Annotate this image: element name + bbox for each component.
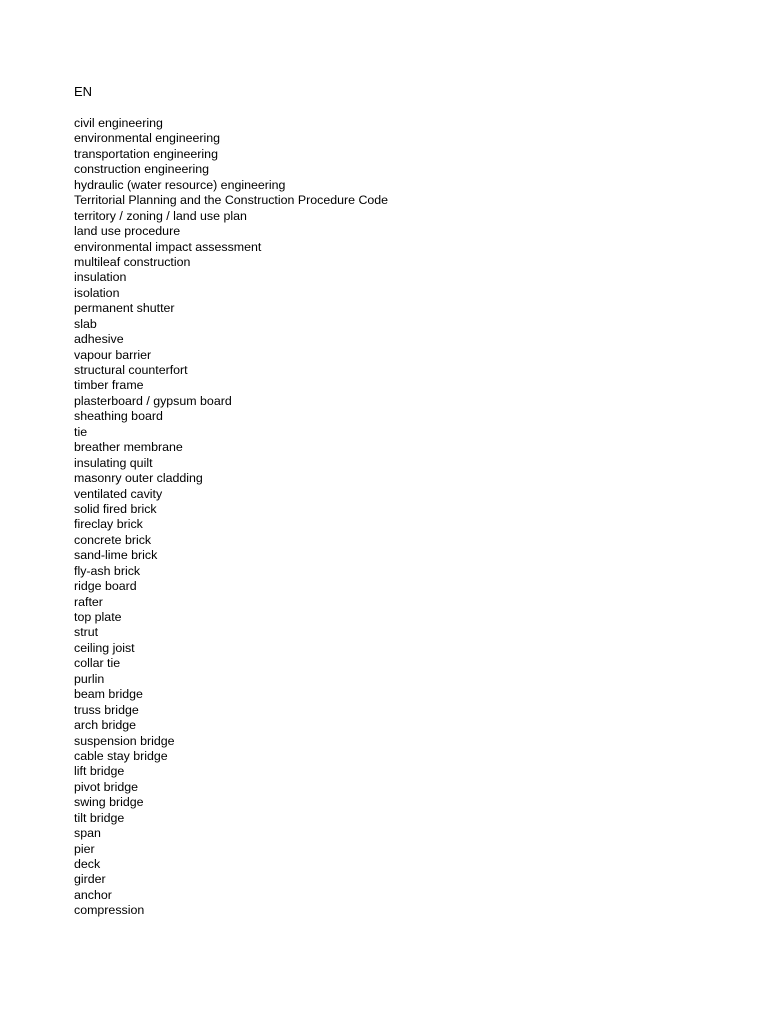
term-item: timber frame bbox=[74, 378, 144, 393]
term-item: fly-ash brick bbox=[74, 563, 141, 578]
term-item: vapour barrier bbox=[74, 347, 152, 362]
term-item: ceiling joist bbox=[74, 640, 135, 655]
term-item: collar tie bbox=[74, 656, 121, 671]
term-item: hydraulic (water resource) engineering bbox=[74, 177, 286, 192]
term-item: cable stay bridge bbox=[74, 748, 168, 763]
language-heading: EN bbox=[74, 84, 93, 99]
term-item: beam bridge bbox=[74, 687, 143, 702]
term-item: adhesive bbox=[74, 332, 124, 347]
term-item: masonry outer cladding bbox=[74, 471, 203, 486]
term-item: deck bbox=[74, 857, 101, 871]
term-item: permanent shutter bbox=[74, 301, 175, 316]
term-item: plasterboard / gypsum board bbox=[74, 393, 232, 408]
term-item: land use procedure bbox=[74, 224, 181, 239]
term-item: ventilated cavity bbox=[74, 486, 163, 501]
term-item: fireclay brick bbox=[74, 517, 143, 532]
term-item: arch bridge bbox=[74, 718, 136, 733]
term-item: top plate bbox=[74, 610, 122, 624]
term-item: suspension bridge bbox=[74, 733, 175, 748]
term-item: transportation engineering bbox=[74, 146, 218, 161]
term-item: pivot bridge bbox=[74, 779, 139, 794]
term-item: truss bridge bbox=[74, 702, 139, 717]
term-item: swing bridge bbox=[74, 795, 144, 810]
term-item: rafter bbox=[74, 594, 103, 609]
term-item: territory / zoning / land use plan bbox=[74, 208, 247, 223]
term-item: construction engineering bbox=[74, 162, 210, 177]
term-item: solid fired brick bbox=[74, 501, 157, 516]
term-item: girder bbox=[74, 872, 106, 887]
term-item: strut bbox=[74, 625, 99, 640]
term-item: insulation bbox=[74, 270, 127, 285]
term-item: tilt bridge bbox=[74, 810, 125, 825]
term-item: insulating quilt bbox=[74, 455, 153, 470]
term-item: tie bbox=[74, 424, 88, 439]
term-item: multileaf construction bbox=[74, 254, 191, 269]
term-item: concrete brick bbox=[74, 532, 152, 547]
term-item: sheathing board bbox=[74, 409, 163, 424]
term-item: span bbox=[74, 826, 101, 841]
term-item: environmental engineering bbox=[74, 131, 221, 146]
term-item: isolation bbox=[74, 285, 120, 300]
term-item: slab bbox=[74, 316, 97, 331]
term-item: ridge board bbox=[74, 579, 137, 594]
term-item: breather membrane bbox=[74, 440, 183, 455]
term-item: anchor bbox=[74, 887, 112, 902]
term-item: compression bbox=[74, 903, 145, 918]
term-item: structural counterfort bbox=[74, 363, 188, 377]
term-item: pier bbox=[74, 841, 95, 856]
term-item: Territorial Planning and the Construction Procedure Code bbox=[74, 193, 389, 208]
term-list bbox=[74, 116, 388, 919]
term-item: purlin bbox=[74, 671, 105, 686]
term-item: sand-lime brick bbox=[74, 548, 158, 563]
term-item: civil engineering bbox=[74, 116, 163, 130]
term-item: environmental impact assessment bbox=[74, 239, 262, 254]
term-item: lift bridge bbox=[74, 764, 125, 779]
